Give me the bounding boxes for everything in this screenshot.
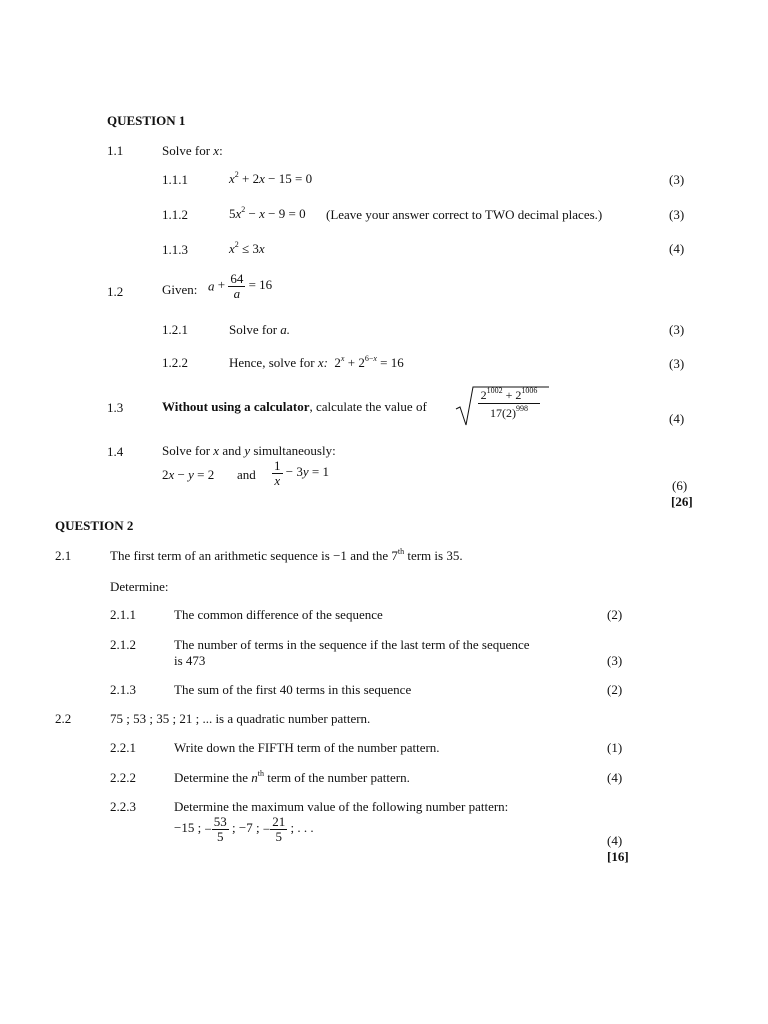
q2-2-pattern: 75 ; 53 ; 35 ; 21 ; ... is a quadratic number pattern.: [110, 711, 371, 726]
q1-1-3-number: 1.1.3: [162, 242, 188, 257]
q2-total: [16]: [607, 849, 629, 864]
q2-2-1-text: Write down the FIFTH term of the number pattern.: [174, 740, 440, 755]
q1-1-1-marks: (3): [669, 172, 685, 187]
q1-1-1-number: 1.1.1: [162, 172, 188, 187]
q1-3-number: 1.3: [107, 400, 124, 415]
q1-3-fraction: $2^{1002} + 2^{1006}$ $17(2)^{998}$: [478, 389, 540, 419]
q1-1-2-equation: $5x^2 - x - 9 = 0$: [229, 205, 306, 221]
q1-1-number: 1.1: [107, 143, 124, 158]
q2-1-3-text: The sum of the first 40 terms in this sequence: [174, 682, 412, 697]
q2-1-2-number: 2.1.2: [110, 637, 136, 652]
q2-2-3-text: Determine the maximum value of the following number pattern:: [174, 799, 509, 814]
q2-1-3-number: 2.1.3: [110, 682, 136, 697]
q1-2-1-text: Solve for a.: [229, 322, 291, 337]
q2-2-3-sequence: −15 ; − $\frac{53}{5}$ ; −7 ; − $\frac{21}{5}$ ; . . .: [174, 814, 314, 844]
q2-1-2-text: The number of terms in the sequence if the last term of the sequence: [174, 637, 530, 652]
q2-2-2-marks: (4): [607, 770, 623, 785]
q2-2-3-marks: (4): [607, 833, 623, 848]
q1-2-1-marks: (3): [669, 322, 685, 337]
q2-2-1-number: 2.2.1: [110, 740, 136, 755]
q1-3-text: Without using a calculator, calculate the value of: [162, 399, 427, 414]
q1-2-2-text: Hence, solve for x: $2^x + 2^{6-x} = 16$: [229, 354, 404, 370]
q2-2-2-number: 2.2.2: [110, 770, 136, 785]
q1-2-2-number: 1.2.2: [162, 355, 188, 370]
q1-1-2-number: 1.1.2: [162, 207, 188, 222]
q2-1-1-text: The common difference of the sequence: [174, 607, 383, 622]
q2-2-1-marks: (1): [607, 740, 623, 755]
q1-4-and: and: [237, 467, 256, 482]
q1-2-given: Given:: [162, 282, 198, 297]
q2-1-2-marks: (3): [607, 653, 623, 668]
q2-1-1-marks: (2): [607, 607, 623, 622]
q1-4-equation-2: $\frac{1}{x}$ − 3y = 1: [274, 458, 329, 488]
q2-1-3-marks: (2): [607, 682, 623, 697]
q1-1-2-note: (Leave your answer correct to TWO decimal places.): [326, 207, 603, 222]
q2-1-determine: Determine:: [110, 579, 169, 594]
q2-2-3-number: 2.2.3: [110, 799, 136, 814]
q1-2-number: 1.2: [107, 284, 124, 299]
question-1-heading: QUESTION 1: [107, 113, 186, 128]
q2-1-2-text-cont: is 473: [174, 653, 206, 668]
q2-1-1-number: 2.1.1: [110, 607, 136, 622]
q2-2-number: 2.2: [55, 711, 72, 726]
q1-total: [26]: [671, 494, 693, 509]
q1-1-3-inequality: $x^2 \le 3x$: [229, 240, 265, 256]
q1-4-marks: (6): [672, 478, 688, 493]
q1-4-number: 1.4: [107, 444, 124, 459]
q1-4-text: Solve for x and y simultaneously:: [162, 443, 336, 458]
q1-1-3-marks: (4): [669, 241, 685, 256]
q1-1-2-marks: (3): [669, 207, 685, 222]
q1-3-marks: (4): [669, 411, 685, 426]
q1-1-1-equation: $x^2 + 2x - 15 = 0$: [229, 170, 313, 186]
q1-1-text: Solve for x:: [162, 143, 223, 158]
q1-2-1-number: 1.2.1: [162, 322, 188, 337]
q2-1-text: The first term of an arithmetic sequence is −1 and the 7th term is 35.: [110, 547, 463, 563]
question-2-heading: QUESTION 2: [55, 518, 134, 533]
q1-2-equation: a + $\frac{64}{a}$ = 16: [208, 271, 273, 301]
q1-4-equation-1: 2x − y = 2: [162, 467, 215, 482]
q1-2-2-marks: (3): [669, 356, 685, 371]
q2-1-number: 2.1: [55, 548, 72, 563]
q2-2-2-text: Determine the $n^{th}$ term of the number pattern.: [174, 769, 410, 785]
